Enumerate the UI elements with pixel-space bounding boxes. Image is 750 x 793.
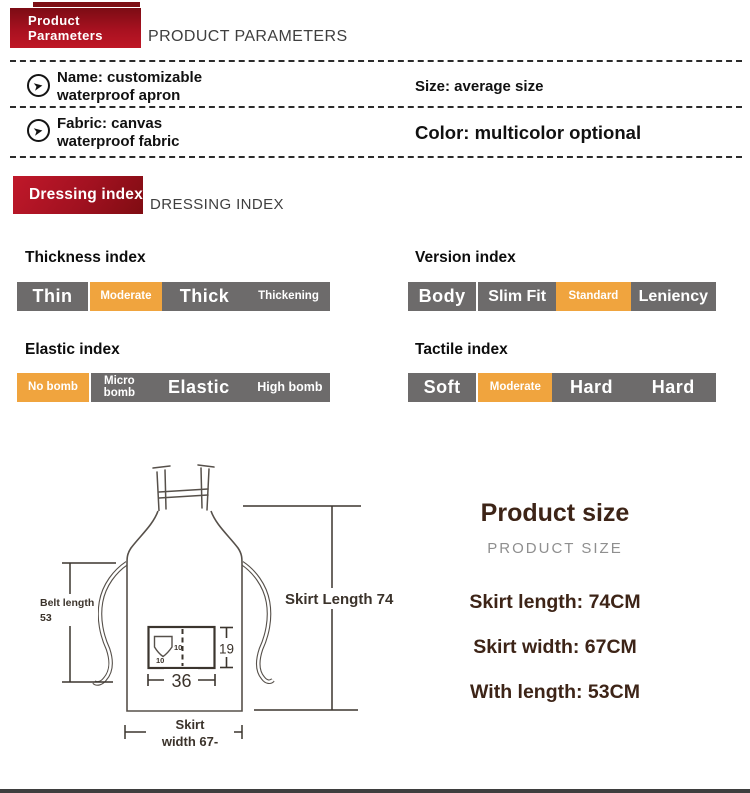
skirt-width-label-line2: width 67-: [161, 734, 219, 749]
skirt-length-label: Skirt Length 74: [285, 591, 394, 608]
bottom-divider-bar: [0, 789, 750, 793]
index-segment: Elastic: [148, 373, 250, 402]
waist-tie-right: [242, 563, 273, 682]
skirt-width-label-line1: Skirt: [175, 717, 205, 732]
product-parameters-heading: PRODUCT PARAMETERS: [148, 28, 348, 45]
product-size-title: Product size: [480, 499, 630, 527]
belt-length-label-line2: 53: [40, 612, 52, 624]
index-segment-selected: No bomb: [17, 373, 91, 402]
neck-strap: [153, 465, 214, 511]
index-segment: Thick: [162, 282, 247, 311]
pocket-mark-side-label: 10: [174, 643, 183, 652]
elastic-index-bar: [17, 373, 330, 402]
param-name: Name: customizable waterproof apron: [57, 69, 203, 104]
product-size-block: [440, 500, 670, 727]
index-segment-selected: Moderate: [478, 373, 552, 402]
arrow-circle-icon: ➤: [27, 74, 50, 97]
elastic-index-title: Elastic index: [25, 341, 120, 358]
pocket: [149, 627, 215, 668]
param-fabric: Fabric: canvas waterproof fabric: [57, 115, 180, 150]
tactile-index-title: Tactile index: [415, 341, 508, 358]
product-size-rows: [440, 592, 670, 702]
index-segment: Thickening: [247, 282, 330, 311]
index-segment: Soft: [408, 373, 478, 402]
apron-diagram: [30, 445, 400, 755]
dressing-index-heading: DRESSING INDEX: [150, 196, 284, 213]
index-segment: Leniency: [631, 282, 716, 311]
version-index-bar: [408, 282, 716, 311]
badge-line: Product: [28, 13, 80, 28]
pocket-height-label: 19: [218, 641, 235, 657]
tactile-index-bar: [408, 373, 716, 402]
arrow-circle-icon: ➤: [27, 119, 50, 142]
dashed-divider: [10, 156, 742, 158]
index-segment: Hard: [552, 373, 630, 402]
product-parameters-badge: [10, 8, 141, 48]
size-row-skirt-length: Skirt length: 74CM: [469, 591, 641, 613]
dressing-index-badge: Dressing index: [13, 176, 143, 214]
belt-length-label-line1: Belt length: [40, 597, 95, 609]
param-size: Size: average size: [415, 78, 544, 95]
param-color: Color: multicolor optional: [415, 122, 642, 143]
badge-line: Parameters: [28, 28, 103, 43]
size-row-with-length: With length: 53CM: [470, 681, 640, 703]
index-segment: Slim Fit: [478, 282, 556, 311]
dashed-divider: [10, 60, 742, 62]
index-segment: Micro bomb: [91, 373, 148, 402]
product-size-subtitle: PRODUCT SIZE: [487, 540, 623, 557]
thickness-index-bar: [17, 282, 330, 311]
index-segment-selected: Moderate: [90, 282, 162, 311]
index-segment: High bomb: [250, 373, 330, 402]
thickness-index-title: Thickness index: [25, 249, 146, 266]
index-segment: Thin: [17, 282, 90, 311]
red-accent-strip: [33, 2, 140, 7]
waist-tie-left: [94, 563, 127, 683]
index-segment: Hard: [631, 373, 716, 402]
pocket-width-label: 36: [171, 671, 192, 691]
version-index-title: Version index: [415, 249, 516, 266]
pocket-mark-bottom-label: 10: [156, 656, 165, 665]
size-row-skirt-width: Skirt width: 67CM: [473, 636, 637, 658]
index-segment-selected: Standard: [556, 282, 631, 311]
dashed-divider: [10, 106, 742, 108]
index-segment: Body: [408, 282, 478, 311]
